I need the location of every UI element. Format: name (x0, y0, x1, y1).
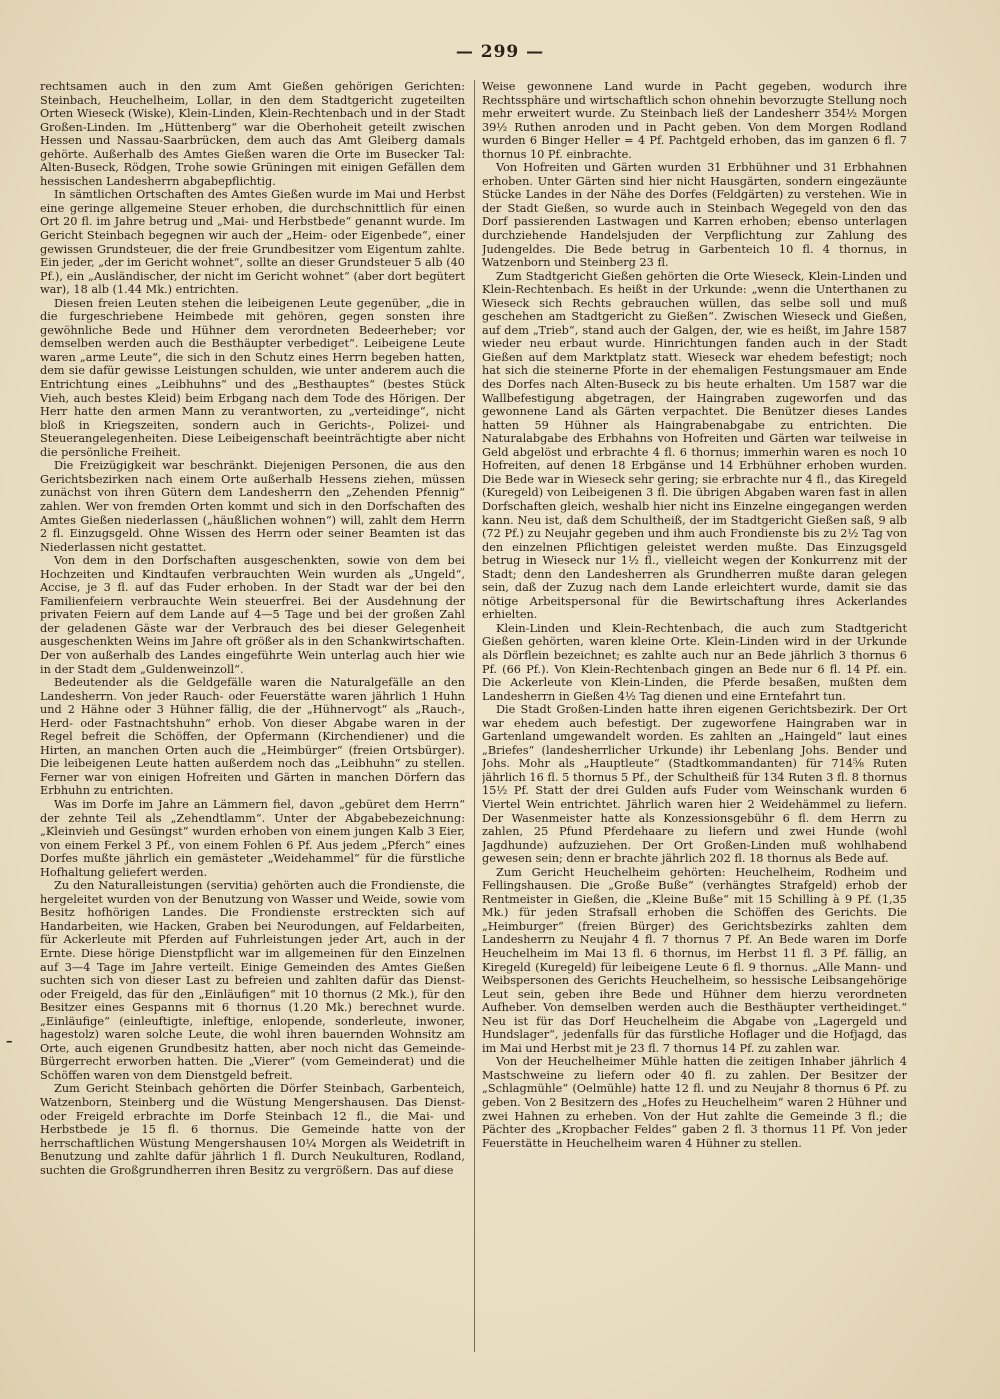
paragraph: Die Stadt Großen-Linden hatte ihren eigenen Gerichtsbezirk. Der Ort war ehedem auch befestigt. Der zugeworfene Haingraben war in Gartenland umgewandelt worden. Es zahlten an „Haingeld“ laut eines „Briefes“ (landesherrlicher Urkunde) ihr Lebenlang Johs. Bender und Johs. Mohr als „Hauptleute“ (Stadtkommandanten) für 714⅝ Ruten jährlich 16 fl. 5 thornus 5 Pf., der Schultheiß für 134 Ruten 3 fl. 8 thornus 15½ Pf. Statt der drei Gulden aufs Fuder vom Weinschank wurden 6 Viertel Wein entrichtet. Jährlich waren hier 2 Weidehämmel zu liefern. Der Wasenmeister hatte als Konzessionsgebühr 6 fl. dem Herrn zu zahlen, 25 Pfund Pferdehaare zu liefern und zwei Hunde (wohl Jagdhunde) aufzuziehen. Der Ort Großen-Linden muß wohlhabend gewesen sein; denn er brachte jährlich 202 fl. 18 thornus als Bede auf. (482, 703, 907, 866)
left-column (40, 80, 465, 1360)
paragraph: Von Hofreiten und Gärten wurden 31 Erbhühner und 31 Erbhahnen erhoben. Unter Gärten sind hier nicht Hausgärten, sondern eingezäunte Stücke Landes in der Nähe des Dorfes (Feldgärten) zu verstehen. Wie in der Stadt Gießen, so wurde auch in Steinbach Wegegeld von den das Dorf passierenden Lastwagen und Karren erhoben; ebenso unterlagen durchziehende Handelsjuden der Verpflichtung zur Zahlung des Judengeldes. Die Bede betrug in Garbenteich 10 fl. 4 thornus, in Watzenborn und Steinberg 23 fl. (482, 161, 907, 270)
paragraph: Zum Stadtgericht Gießen gehörten die Orte Wieseck, Klein-Linden und Klein-Rechtenbach. Es heißt in der Urkunde: „wenn die Unterthanen zu Wieseck sich Rechts gebrauchen wüllen, das selbe soll und muß geschehen am Stadtgericht zu Gießen“. Zwischen Wieseck und Gießen, auf dem „Trieb“, stand auch der Galgen, der, wie es heißt, im Jahre 1587 wieder neu erbaut wurde. Hinrichtungen fanden auch in der Stadt Gießen auf dem Marktplatz statt. Wieseck war ehedem befestigt; noch hat sich die steinerne Pforte in der ehemaligen Festungsmauer am Ende des Dorfes nach Alten-Buseck zu bis heute erhalten. Um 1587 war die Wallbefestigung abgetragen, der Haingraben zugeworfen und das gewonnene Land als Gärten verpachtet. Die Benützer dieses Landes hatten 59 Hühner als Haingrabenabgabe zu entrichten. Die Naturalabgabe des Erbhahns von Hofreiten und Gärten war teilweise in Geld abgelöst und erbrachte 4 fl. 6 thornus; immerhin waren es noch 10 Hofreiten, auf denen 18 Erbgänse und 14 Erbhühner erhoben wurden. Die Bede war in Wieseck sehr gering; sie erbrachte nur 4 fl., das Kiregeld (Kuregeld) von Leibeigenen 3 fl. Die übrigen Abgaben waren fast in allen Dorfschaften gleich, weshalb hier nicht ins Einzelne eingegangen werden kann. Neu ist, daß dem Schultheiß, der im Stadtgericht Gießen saß, 9 alb (72 Pf.) zu Neujahr gegeben und ihm auch Frondienste bis zu 2½ Tag von den einzelnen Pflichtigen geleistet werden mußte. Das Einzugsgeld betrug in Wieseck nur 1½ fl., vielleicht wegen der Konkurrenz mit der Stadt; denn den Landesherren als Grundherren mußte daran gelegen sein, daß der Zuzug nach dem Lande erleichtert wurde, damit sie das nötige Arbeitspersonal für die Bewirtschaftung ihres Ackerlandes erhielten. (482, 269, 907, 622)
paragraph: In sämtlichen Ortschaften des Amtes Gießen wurde im Mai und Herbst eine geringe allgemeine Steuer erhoben, die durchschnittlich für einen Ort 20 fl. im Jahre betrug und „Mai- und Herbstbede“ genannt wurde. Im Gericht Steinbach begegnen wir auch der „Heim- oder Eigenbede“, einer gewissen Grundsteuer, die der freie Grundbesitzer vom Eigentum zahlte. Ein jeder, „der im Gericht wohnet“, sollte an dieser Grundsteuer 5 alb (40 Pf.), ein „Ausländischer, der nicht im Gericht wohnet“ (aber dort begütert war), 18 alb (1.44 Mk.) entrichten. (40, 188, 465, 297)
column-divider (474, 80, 475, 1352)
margin-mark: – (6, 1034, 13, 1049)
paragraph: Von der Heuchelheimer Mühle hatten die zeitigen Inhaber jährlich 4 Mastschweine zu liefern oder 40 fl. zu zahlen. Der Besitzer der „Schlagmühle“ (Oelmühle) hatte 12 fl. und zu Neujahr 8 thornus 6 Pf. zu geben. Von 2 Besitzern des „Hofes zu Heuchelheim“ waren 2 Hühner und zwei Hahnen zu erheben. Von der Hut zahlte die Gemeinde 3 fl.; die Pächter des „Kropbacher Feldes“ gaben 2 fl. 3 thornus 11 Pf. Von jeder Feuerstätte in Heuchelheim waren 4 Hühner zu stellen. (482, 1055, 907, 1150)
right-column (482, 80, 907, 1360)
paragraph: Zu den Naturalleistungen (servitia) gehörten auch die Frondienste, die hergeleitet wurden von der Benutzung von Wasser und Weide, sowie vom Besitz hofhörigen Landes. Die Frondienste erstreckten sich auf Handarbeiten, wie Hacken, Graben bei Neurodungen, auf Feldarbeiten, für Ackerleute mit Pferden auf Fuhrleistungen jeder Art, auch in der Ernte. Diese hörige Dienstpflicht war im allgemeinen für den Einzelnen auf 3—4 Tage im Jahre verteilt. Einige Gemeinden des Amtes Gießen suchten sich von dieser Last zu befreien und zahlten dafür das Dienst- oder Freigeld, das für den „Einläufigen“ mit 10 thornus (2 Mk.), für den Besitzer eines Gespanns mit 6 thornus (1.20 Mk.) berechnet wurde. „Einläufige“ (einleuftigte, inleftige, enlopende, sonderleute, inwoner, hagestolz) waren solche Leute, die wohl ihren bauernden Wohnsitz am Orte, auch eigenen Grundbesitz hatten, aber noch nicht das Gemeinde-Bürgerrecht erworben hatten. Die „Vierer“ (vom Gemeinderat) und die Schöffen waren von dem Dienstgeld befreit. (40, 879, 465, 1082)
paragraph: Weise gewonnene Land wurde in Pacht gegeben, wodurch ihre Rechtssphäre und wirtschaftlich schon ohnehin bevorzugte Stellung noch mehr erweitert wurde. Zu Steinbach ließ der Landesherr 354½ Morgen 39½ Ruthen anroden und in Pacht geben. Von dem Morgen Rodland wurden 6 Binger Heller = 4 Pf. Pachtgeld erhoben, das im ganzen 6 fl. 7 thornus 10 Pf. einbrachte. (482, 80, 907, 161)
paragraph: Diesen freien Leuten stehen die leibeigenen Leute gegenüber, „die in die furgeschriebene Heimbede mit gehören, gegen sonsten ihre gewöhnliche Bede und Hühner dem verordneten Bedeerheber; vor demselben werden auch die Besthäupter verbediget“. Leibeigene Leute waren „arme Leute“, die sich in den Schutz eines Herrn begeben hatten, dem sie dafür gewisse Leistungen schulden, wie unter anderem auch die Entrichtung eines „Leibhuhns“ und des „Besthauptes“ (bestes Stück Vieh, auch bestes Kleid) beim Erbgang nach dem Tode des Hörigen. Der Herr hatte den armen Mann zu verantworten, zu „verteidinge“, nicht bloß in Kriegszeiten, sondern auch in Gerichts-, Polizei- und Steuerangelegenheiten. Diese Leibeigenschaft beeinträchtigte aber nicht die persönliche Freiheit. (40, 296, 465, 459)
paragraph: rechtsamen auch in den zum Amt Gießen gehörigen Gerichten: Steinbach, Heuchelheim, Lollar, in den dem Stadtgericht zugeteilten Orten Wieseck (Wiske), Klein-Linden, Klein-Rechtenbach und in der Stadt Großen-Linden. Im „Hüttenberg“ war die Oberhoheit geteilt zwischen Hessen und Nassau-Saarbrücken, dem auch das Amt Gleiberg damals gehörte. Außerhalb des Amtes Gießen waren die Orte im Busecker Tal: Alten-Buseck, Rödgen, Trohe sowie Grüningen mit einigen Gefällen dem hessischen Landesherrn abgabepflichtig. (40, 80, 465, 188)
page-number: — 299 — (455, 42, 545, 62)
paragraph: Was im Dorfe im Jahre an Lämmern fiel, davon „gebüret dem Herrn“ der zehnte Teil als „Zehendtlamm“. Unter der Abgabebezeichnung: „Kleinvieh und Gesüngst“ wurden erhoben von einem jungen Kalb 3 Eier, von einem Ferkel 3 Pf., von einem Fohlen 6 Pf. Aus jedem „Pferch“ eines Dorfes mußte jährlich ein gemästeter „Weidehammel“ für die fürstliche Hofhaltung geliefert werden. (40, 797, 465, 879)
paragraph: Von dem in den Dorfschaften ausgeschenkten, sowie von dem bei Hochzeiten und Kindtaufen verbrauchten Wein wurden als „Ungeld“, Accise, je 3 fl. auf das Fuder erhoben. In der Stadt war der bei den Familienfeiern verbrauchte Wein steuerfrei. Bei der Ausdehnung der privaten Feiern auf dem Lande auf 4—5 Tage und bei der großen Zahl der geladenen Gäste war der Verbrauch des bei dieser Gelegenheit ausgeschenkten Weins im Jahre oft größer als in den Schankwirtschaften. Der von außerhalb des Landes eingeführte Wein unterlag auch hier wie in der Stadt dem „Guldenweinzoll“. (40, 554, 465, 676)
paragraph: Bedeutender als die Geldgefälle waren die Naturalgefälle an den Landesherrn. Von jeder Rauch- oder Feuerstätte waren jährlich 1 Huhn und 2 Hähne oder 3 Hühner fällig, die der „Hühnervogt“ als „Rauch-, Herd- oder Fastnachtshuhn“ erhob. Von dieser Abgabe waren in der Regel befreit die Schöffen, der Opfermann (Kirchendiener) und die Hirten, an manchen Orten auch die „Heimbürger“ (freien Ortsbürger). Die leibeigenen Leute hatten außerdem noch das „Leibhuhn“ zu stellen. Ferner war von einigen Hofreiten und Gärten in manchen Dörfern das Erbhuhn zu entrichten. (40, 676, 465, 798)
paragraph: Die Freizügigkeit war beschränkt. Diejenigen Personen, die aus den Gerichtsbezirken nach einem Orte außerhalb Hessens ziehen, müssen zunächst von ihren Gütern dem Landesherrn den „Zehenden Pfennig“ zahlen. Wer von fremden Orten kommt und sich in den Dorfschaften des Amtes Gießen niederlassen („häußlichen wohnen“) will, zahlt dem Herrn 2 fl. Einzugsgeld. Ohne Wissen des Herrn oder seiner Beamten ist das Niederlassen nicht gestattet. (40, 459, 465, 554)
paragraph: Zum Gericht Steinbach gehörten die Dörfer Steinbach, Garbenteich, Watzenborn, Steinberg und die Wüstung Mengershausen. Das Dienst- oder Freigeld erbrachte im Dorfe Steinbach 12 fl., die Mai- und Herbstbede je 15 fl. 6 thornus. Die Gemeinde hatte von der herrschaftlichen Wüstung Mengershausen 10¼ Morgen als Weidetrift in Benutzung und zahlte dafür jährlich 1 fl. Durch Neukulturen, Rodland, suchten die Großgrundherren ihren Besitz zu vergrößern. Das auf diese (40, 1082, 465, 1177)
paragraph: Klein-Linden und Klein-Rechtenbach, die auch zum Stadtgericht Gießen gehörten, waren kleine Orte. Klein-Linden wird in der Urkunde als Dörflein bezeichnet; es zahlte auch nur an Bede jährlich 3 thornus 6 Pf. (66 Pf.). Von Klein-Rechtenbach gingen an Bede nur 6 fl. 14 Pf. ein. Die Ackerleute von Klein-Linden, die Pferde besaßen, mußten dem Landesherrn in Gießen 4½ Tag dienen und eine Erntefahrt tun. (482, 621, 907, 703)
paragraph: Zum Gericht Heuchelheim gehörten: Heuchelheim, Rodheim und Fellingshausen. Die „Große Buße“ (verhängtes Strafgeld) erhob der Rentmeister in Gießen, die „Kleine Buße“ mit 15 Schilling à 9 Pf. (1,35 Mk.) für jeden Strafsall erhoben die Schöffen des Gerichts. Die „Heimburger“ (freien Bürger) des Gerichtsbezirks zahlten dem Landesherrn zu Neujahr 4 fl. 7 thornus 7 Pf. An Bede waren im Dorfe Heuchelheim im Mai 13 fl. 6 thornus, im Herbst 11 fl. 3 Pf. fällig, an Kiregeld (Kuregeld) für leibeigene Leute 6 fl. 9 thornus. „Alle Mann- und Weibspersonen des Gerichts Heuchelheim, so hessische Leibsangehörige Leut sein, geben ihre Bede und Hühner dem hierzu verordneten Aufheber. Von demselben werden auch die Besthäupter vertheidinget.“ Neu ist für das Dorf Heuchelheim die Abgabe von „Lagergeld und Hundslager“, jedenfalls für das fürstliche Hoflager und die Hofjagd, das im Mai und Herbst mit je 23 fl. 7 thornus 14 Pf. zu zahlen war. (482, 865, 907, 1055)
